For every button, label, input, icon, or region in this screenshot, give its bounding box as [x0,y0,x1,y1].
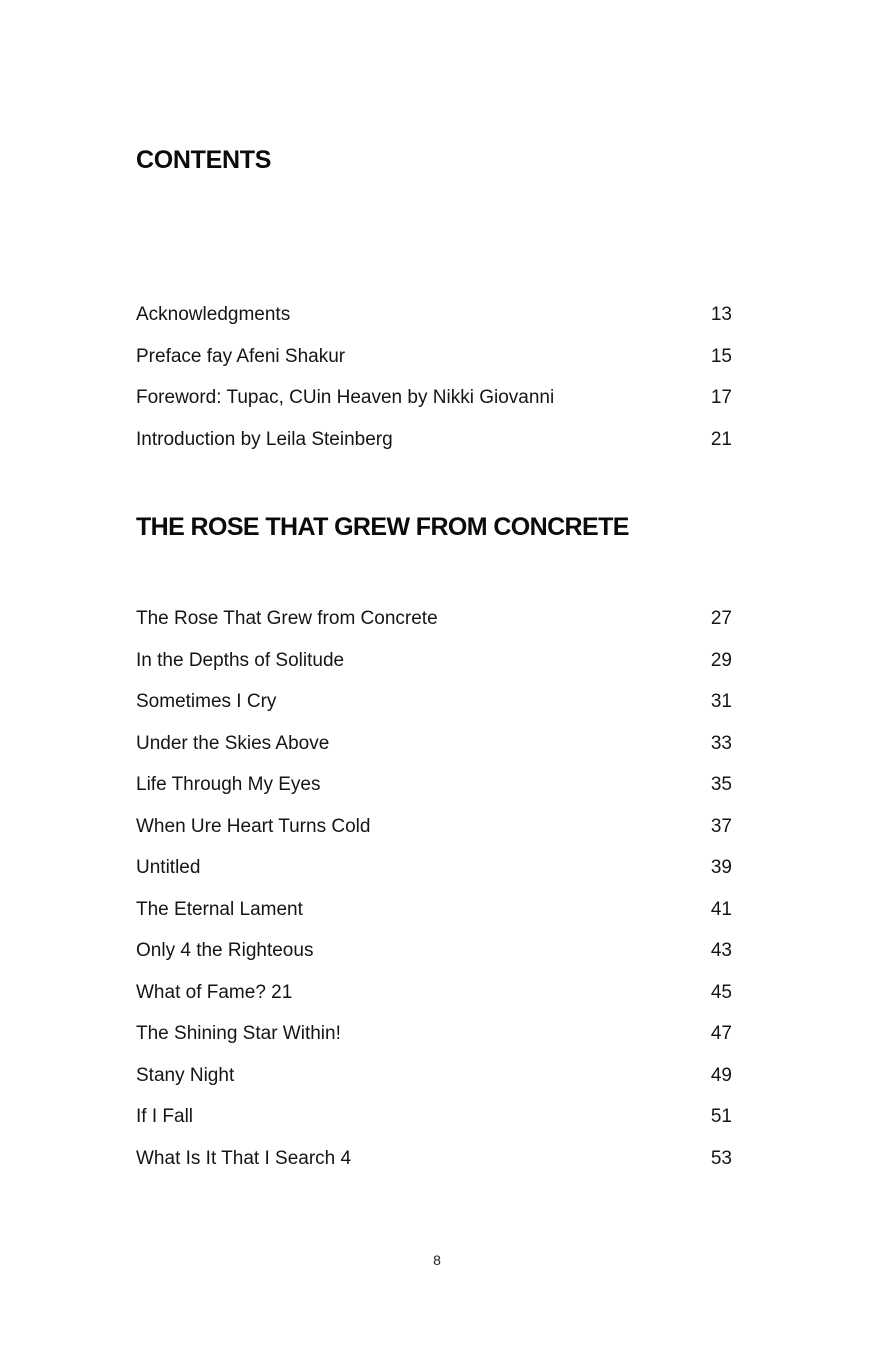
toc-entry-title: Introduction by Leila Steinberg [136,428,393,450]
toc-entry-title: When Ure Heart Turns Cold [136,815,371,837]
toc-entry-page-number: 17 [710,387,732,408]
toc-entry-page-number: 39 [710,857,732,878]
toc-entry-title: Foreword: Tupac, CUin Heaven by Nikki Giovanni [136,387,555,408]
toc-entry [136,648,734,690]
toc-entry-title: If I Fall [136,1106,194,1127]
toc-entry-title: Stany Night [136,1064,235,1086]
toc-entry-page-number: 29 [710,649,732,671]
toc-entry-page-number: 31 [710,691,732,712]
toc-entry-introduction [136,427,734,469]
toc-entry [136,689,734,731]
toc-entry [136,606,734,648]
toc-entry-page-number: 37 [710,815,732,837]
toc-entry [136,1063,734,1105]
toc-entry [136,897,734,939]
toc-entry-title: Under the Skies Above [136,732,330,754]
toc-entry-page-number: 21 [710,428,732,450]
toc-entry [136,1104,734,1146]
toc-entry-title: In the Depths of Solitude [136,649,345,671]
page-number: 8 [433,1252,441,1268]
toc-entry [136,855,734,897]
contents-heading: CONTENTS [136,146,272,174]
toc-entry [136,814,734,856]
front-matter-list [136,302,734,468]
toc-entry [136,731,734,773]
toc-entry-page-number: 35 [710,774,732,795]
toc-entry [136,772,734,814]
toc-entry-page-number: 43 [710,940,732,961]
toc-entry-title: Life Through My Eyes [136,774,321,795]
toc-entry-title: Acknowledgments [136,304,291,325]
toc-entry-page-number: 41 [710,898,732,920]
toc-entry-page-number: 53 [710,1147,732,1169]
toc-entry-title: What Is It That I Search 4 [136,1147,352,1169]
toc-entry-page-number: 13 [710,304,732,325]
toc-entry-foreword [136,385,734,427]
toc-entry-page-number: 15 [710,345,732,367]
toc-entry-page-number: 47 [710,1023,732,1044]
toc-entry-title: Sometimes I Cry [136,691,277,712]
section-heading: THE ROSE THAT GREW FROM CONCRETE [136,513,629,541]
toc-entry-acknowledgments [136,302,734,344]
toc-entry-page-number: 49 [710,1064,732,1086]
section-entries-list [136,606,734,1187]
toc-entry [136,1146,734,1188]
toc-entry-title: What of Fame? 21 [136,981,293,1003]
toc-entry [136,980,734,1022]
toc-entry-page-number: 45 [710,981,732,1003]
toc-entry-title: Only 4 the Righteous [136,940,314,961]
toc-entry-page-number: 33 [710,732,732,754]
toc-entry-title: Preface fay Afeni Shakur [136,345,346,367]
toc-entry-preface [136,344,734,386]
toc-entry [136,1021,734,1063]
toc-entry-title: The Rose That Grew from Concrete [136,608,438,629]
toc-entry [136,938,734,980]
toc-entry-page-number: 51 [710,1106,732,1127]
toc-entry-title: The Eternal Lament [136,898,303,920]
toc-entry-title: Untitled [136,857,201,878]
toc-entry-page-number: 27 [710,608,732,629]
toc-entry-title: The Shining Star Within! [136,1023,341,1044]
